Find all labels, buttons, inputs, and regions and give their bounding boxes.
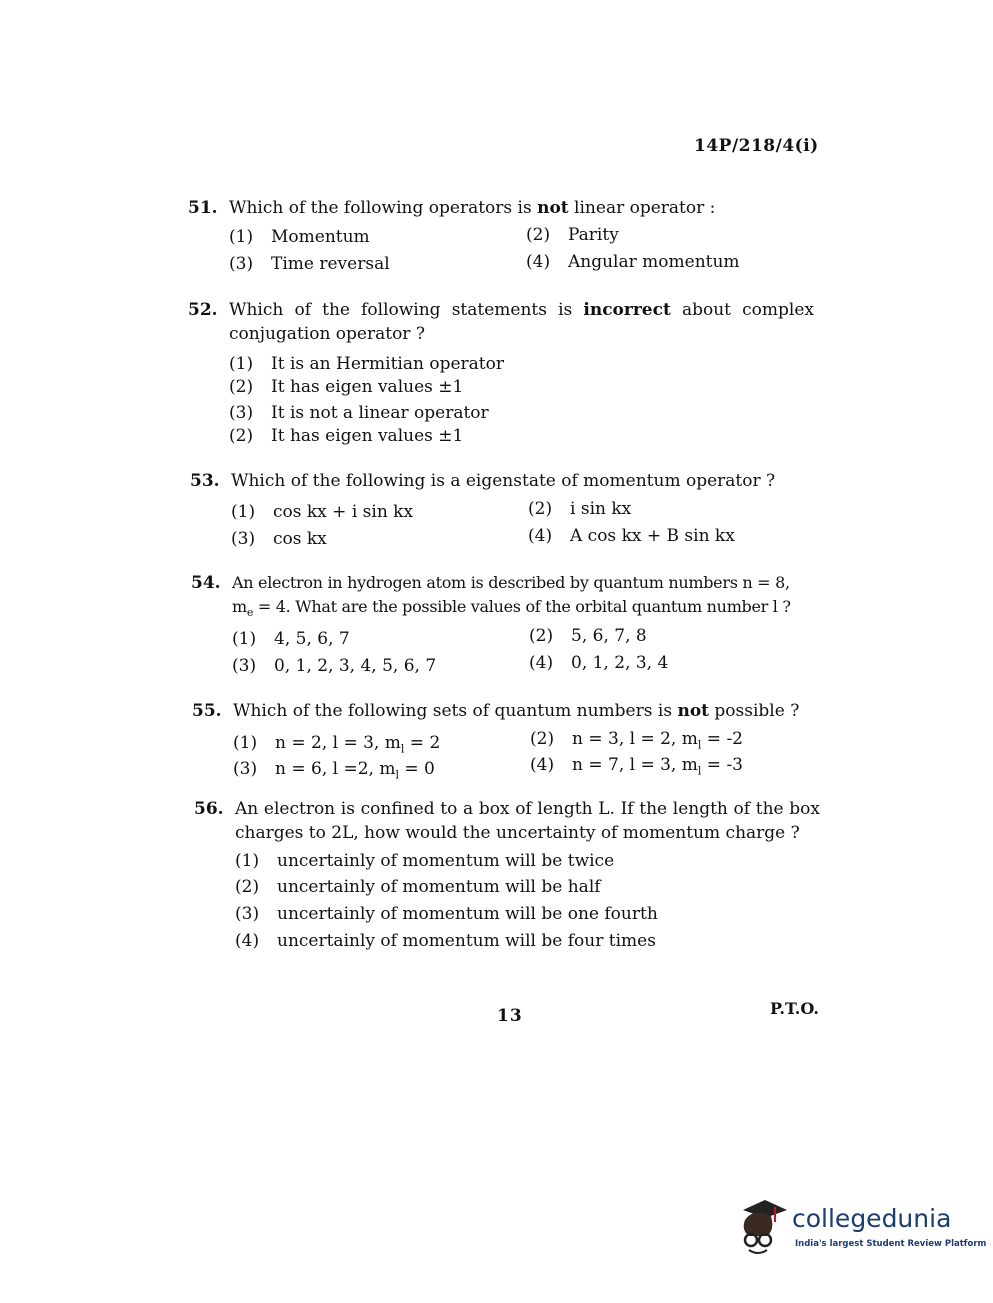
question-55 <box>192 699 812 782</box>
question-52 <box>188 298 818 446</box>
pto-label: P.T.O. <box>770 999 819 1018</box>
option: (2) It has eigen values ±1 <box>229 377 464 397</box>
option: (2) Parity <box>526 225 619 245</box>
question-text: An electron in hydrogen atom is described by quantum numbers n = 8, $m_e = 4$. What are the possible values of the orbital quantum number l ? <box>232 573 791 620</box>
question-number: 53. <box>190 471 220 491</box>
question-text: An electron is confined to a box of length L. If the length of the box charges to 2L, how would the uncertainty of momentum charge ? <box>235 799 820 843</box>
paper-code: 14P/218/4(i) <box>694 136 819 156</box>
option: (1) 4, 5, 6, 7 <box>232 629 350 649</box>
brand-name: collegedunia <box>792 1204 952 1233</box>
brand-tagline: India's largest Student Review Platform <box>795 1239 987 1249</box>
question-text: Which of the following statements is incorrect about complex conjugation operator ? <box>229 300 814 344</box>
option: (4) A cos kx + B sin kx <box>528 526 735 546</box>
option: (1) uncertainly of momentum will be twice <box>235 851 615 871</box>
option: (3) cos kx <box>231 529 327 549</box>
collegedunia-logo <box>735 1196 987 1256</box>
question-number: 52. <box>188 300 218 320</box>
question-text: Which of the following is a eigenstate of momentum operator ? <box>231 471 776 491</box>
page-number: 13 <box>497 1006 523 1026</box>
option: (4) Angular momentum <box>526 252 740 272</box>
option: (4) n = 7, l = 3, $m_l = -3$ <box>530 755 744 778</box>
option: (3) n = 6, l =2, $m_l = 0$ <box>233 759 435 782</box>
option: (3) Time reversal <box>229 254 390 274</box>
question-number: 55. <box>192 701 222 721</box>
option: (2) It has eigen values ±1 <box>229 426 464 446</box>
option: (1) n = 2, l = 3, $m_l = 2$ <box>233 733 441 756</box>
question-number: 56. <box>194 799 224 819</box>
option: (2) i sin kx <box>528 499 632 519</box>
option: (1) Momentum <box>229 227 370 247</box>
option: (2) uncertainly of momentum will be half <box>235 877 601 897</box>
mascot-icon <box>735 1196 791 1258</box>
question-text: Which of the following sets of quantum numbers is not possible ? <box>233 701 800 721</box>
question-51 <box>188 196 808 274</box>
question-56 <box>194 797 824 951</box>
option: (4) 0, 1, 2, 3, 4 <box>529 653 669 673</box>
option: (3) It is not a linear operator <box>229 403 489 423</box>
option: (4) uncertainly of momentum will be four times <box>235 931 656 951</box>
option: (2) n = 3, l = 2, $m_l = -2$ <box>530 729 744 752</box>
option: (3) 0, 1, 2, 3, 4, 5, 6, 7 <box>232 656 437 676</box>
question-54 <box>191 571 821 676</box>
option: (1) It is an Hermitian operator <box>229 354 504 374</box>
question-text: Which of the following operators is not linear operator : <box>229 198 716 218</box>
question-number: 54. <box>191 573 221 593</box>
option: (1) cos kx + i sin kx <box>231 502 414 522</box>
option: (2) 5, 6, 7, 8 <box>529 626 647 646</box>
question-53 <box>190 469 810 549</box>
option: (3) uncertainly of momentum will be one fourth <box>235 904 658 924</box>
question-number: 51. <box>188 198 218 218</box>
